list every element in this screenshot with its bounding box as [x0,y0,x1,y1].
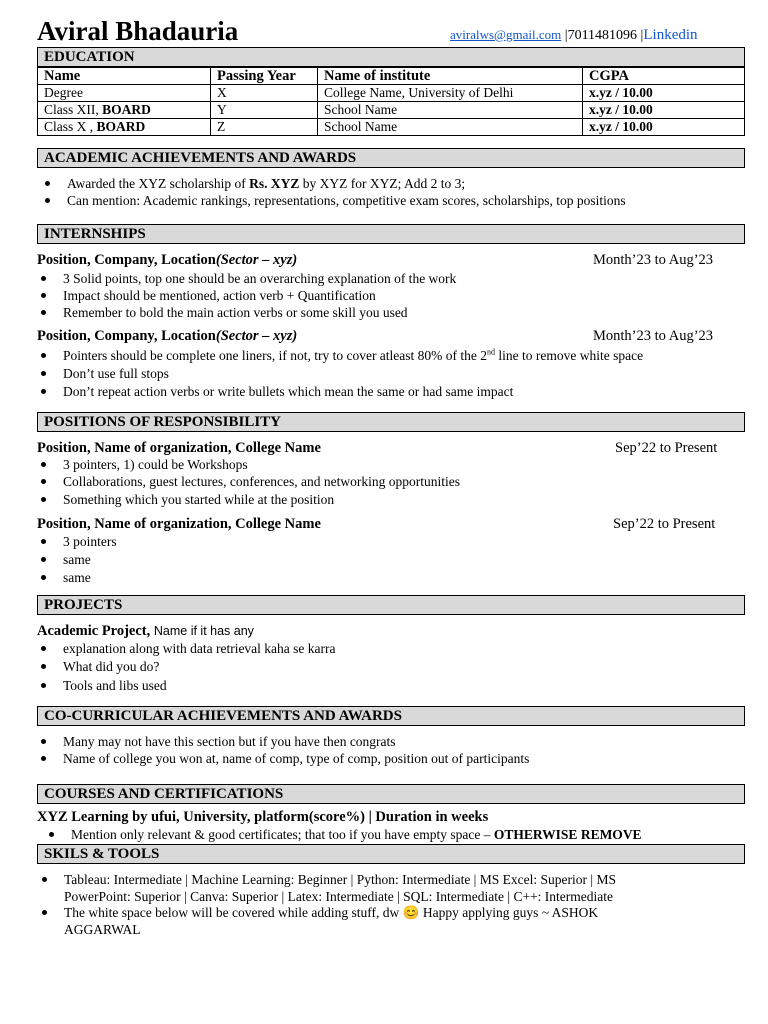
contact-separator: | [637,28,644,43]
table-cell: Class XII, BOARD [38,102,211,119]
table-row [38,85,745,102]
table-cell: College Name, University of Delhi [318,85,583,102]
section-heading-education: EDUCATION [37,47,745,67]
candidate-name: Aviral Bhadauria [37,16,239,46]
table-cell: x.yz / 10.00 [583,102,745,119]
list-item: Collaborations, guest lectures, conferences, and networking opportunities [63,474,461,489]
column-header: CGPA [583,68,745,85]
section-heading-courses: COURSES AND CERTIFICATIONS [37,784,745,804]
list-item: Many may not have this section but if you have then congrats [63,734,396,749]
list-item: same [63,570,91,585]
list-item: Remember to bold the main action verbs or some skill you used [63,305,408,320]
list-item: Can mention: Academic rankings, representations, competitive exam scores, scholarships, top positions [67,193,626,208]
position-title: Position, Name of organization, College Name [37,516,321,532]
table-cell: School Name [318,102,583,119]
list-item: Mention only relevant & good certificates; that too if you have empty space – OTHERWISE REMOVE [71,827,642,842]
education-table [37,67,745,136]
list-item: 3 pointers [63,534,117,549]
table-cell: Z [211,119,318,136]
linkedin-link[interactable]: Linkedin [643,27,698,43]
position-date: Sep’22 to Present [615,440,718,456]
position-date: Sep’22 to Present [613,516,716,532]
project-title: Academic Project, Name if it has any [37,623,254,639]
list-item: Awarded the XYZ scholarship of Rs. XYZ by XYZ for XYZ; Add 2 to 3; [67,176,466,191]
section-heading-internships: INTERNSHIPS [37,224,745,244]
list-item: same [63,552,91,567]
list-item: Pointers should be complete one liners, if not, try to cover atleast 80% of the 2nd line to remove white space [63,347,644,363]
list-item: Don’t use full stops [63,366,169,381]
table-cell: Y [211,102,318,119]
section-heading-projects: PROJECTS [37,595,745,615]
table-row [38,102,745,119]
table-cell: Class X , BOARD [38,119,211,136]
column-header: Name [38,68,211,85]
contact-info [450,26,698,45]
internship-date: Month’23 to Aug’23 [593,328,714,344]
list-item: Tableau: Intermediate | Machine Learning: Beginner | Python: Intermediate | MS Excel: Superior | MS [64,872,616,887]
section-heading-cocurricular: CO-CURRICULAR ACHIEVEMENTS AND AWARDS [37,706,745,726]
email-link[interactable]: aviralws@gmail.com [450,27,562,42]
section-heading-academic: ACADEMIC ACHIEVEMENTS AND AWARDS [37,148,745,168]
list-item: Name of college you won at, name of comp, type of comp, position out of participants [63,751,530,766]
table-header-row [38,68,745,85]
course-title: XYZ Learning by ufui, University, platform(score%) | Duration in weeks [37,809,489,825]
internship-title: Position, Company, Location(Sector – xyz) [37,328,298,344]
list-item: Tools and libs used [63,678,167,693]
list-item: 3 pointers, 1) could be Workshops [63,457,248,472]
table-cell: x.yz / 10.00 [583,119,745,136]
column-header: Passing Year [211,68,318,85]
list-item: Impact should be mentioned, action verb + Quantification [63,288,376,303]
position-title: Position, Name of organization, College Name [37,440,321,456]
list-item: Something which you started while at the position [63,492,335,507]
list-item: What did you do? [63,659,160,674]
phone-number: 7011481096 [567,28,638,43]
list-item: 3 Solid points, top one should be an overarching explanation of the work [63,271,457,286]
list-item: Don’t repeat action verbs or write bullets which mean the same or had same impact [63,384,514,399]
list-item: explanation along with data retrieval kaha se karra [63,641,336,656]
internship-title: Position, Company, Location(Sector – xyz) [37,252,298,268]
list-item-continuation: AGGARWAL [64,922,141,937]
resume-header [37,14,737,46]
table-cell: School Name [318,119,583,136]
table-row [38,119,745,136]
column-header: Name of institute [318,68,583,85]
internship-date: Month’23 to Aug’23 [593,252,714,268]
list-item: The white space below will be covered while adding stuff, dw 😊 Happy applying guys ~ ASHOK [64,905,599,920]
section-heading-skills: SKILS & TOOLS [37,844,745,864]
table-cell: x.yz / 10.00 [583,85,745,102]
table-cell: X [211,85,318,102]
section-heading-por: POSITIONS OF RESPONSIBILITY [37,412,745,432]
list-item-continuation: PowerPoint: Superior | Canva: Superior | Latex: Intermediate | SQL: Intermediate | C++: Intermediate [64,889,614,904]
table-cell: Degree [38,85,211,102]
contact-separator: | [561,28,568,43]
